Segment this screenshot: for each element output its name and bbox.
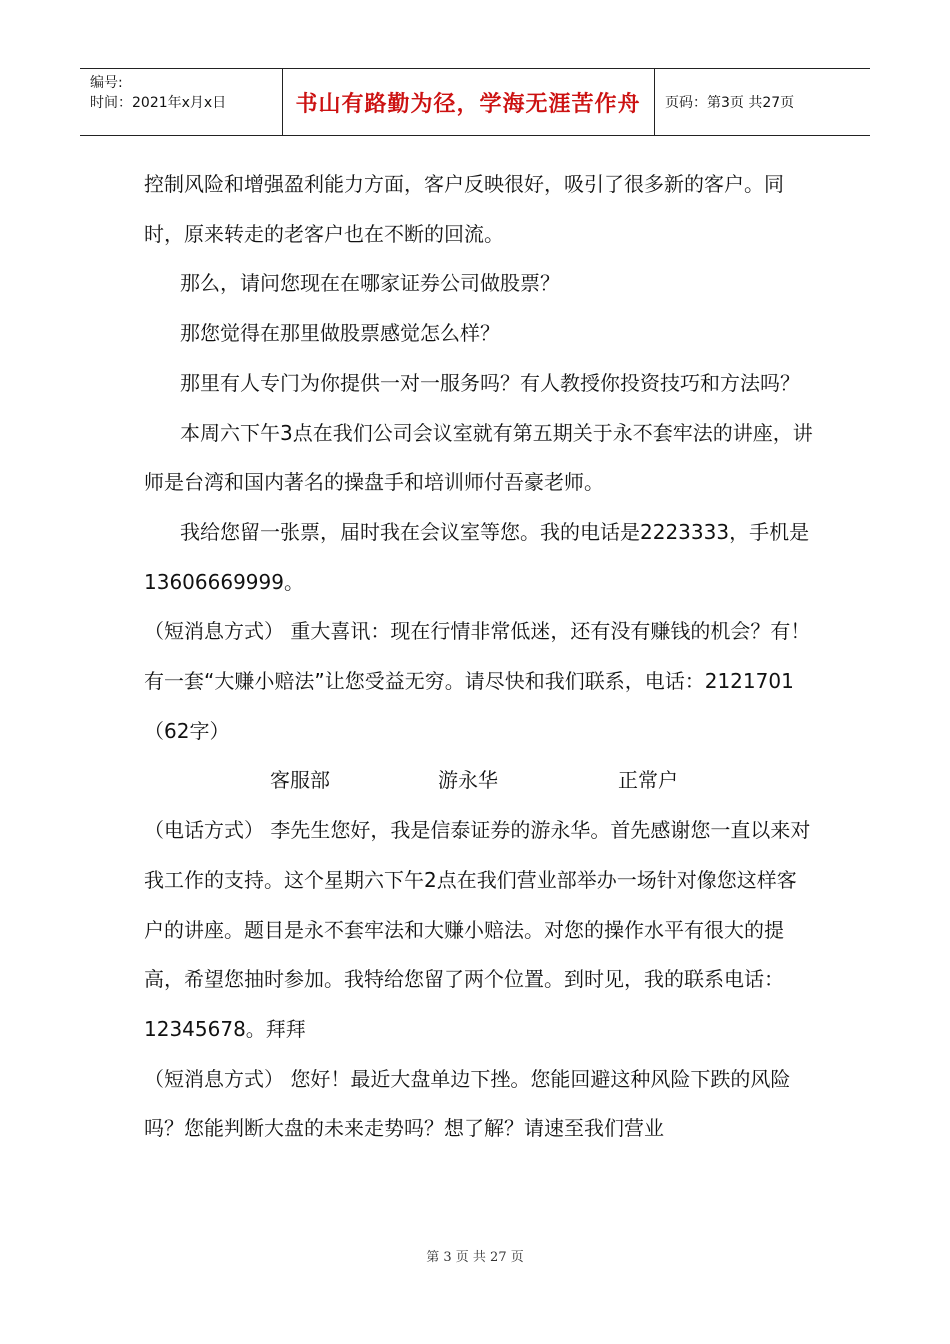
paragraph-sms-message: （短消息方式） 重大喜讯：现在行情非常低迷，还有没有赚钱的机会？有！有一套“大赚小赔法”让您受益无穷。请尽快和我们联系，电话：2121701 （62字）	[144, 619, 874, 743]
paragraph-question-service: 那里有人专门为你提供一对一服务吗？有人教授你投资技巧和方法吗？	[180, 370, 800, 395]
document-number-label: 编号:	[90, 75, 123, 91]
signature-department: 客服部	[270, 768, 330, 793]
paragraph-risk-control: 控制风险和增强盈利能力方面，客户反映很好，吸引了很多新的客户。同时，原来转走的老客户也在不断的回流。	[144, 172, 784, 246]
document-body	[144, 160, 874, 1154]
paragraph-question-broker: 那么，请问您现在在哪家证券公司做股票？	[180, 271, 560, 296]
signature-account-type: 正常户	[618, 768, 678, 793]
paragraph-phone-script: （电话方式） 李先生您好，我是信泰证券的游永华。首先感谢您一直以来对我工作的支持。这个星期六下午2点在我们营业部举办一场针对像您这样客户的讲座。题目是永不套牢法和大赚小赔法。对您的操作水平有很大的提高，希望您抽时参加。我特给您留了两个位置。到时见，我的联系电话：12345678。拜拜	[144, 818, 811, 1041]
header-meta	[90, 73, 226, 113]
page-footer: 第 3 页 共 27 页	[426, 1250, 524, 1265]
signature-line	[144, 756, 816, 806]
document-time-label: 时间：2021年x月x日	[90, 95, 227, 111]
signature-name: 游永华	[438, 768, 498, 793]
paragraph-question-feeling: 那您觉得在那里做股票感觉怎么样？	[180, 321, 500, 346]
paragraph-lecture-invite: 本周六下午3点在我们公司会议室就有第五期关于永不套牢法的讲座，讲师是台湾和国内著名的操盘手和培训师付吾豪老师。	[144, 420, 813, 495]
header-page-info: 页码：第3页 共27页	[665, 95, 795, 111]
paragraph-ticket-contact: 我给您留一张票，届时我在会议室等您。我的电话是2223333，手机是13606669999。	[144, 519, 810, 594]
header-motto: 书山有路勤为径，学海无涯苦作舟	[295, 91, 641, 117]
page-header	[80, 68, 870, 136]
header-divider-right	[654, 69, 655, 135]
paragraph-sms-message-2: （短消息方式） 您好！最近大盘单边下挫。您能回避这种风险下跌的风险吗？您能判断大盘的未来走势吗？想了解？请速至我们营业	[144, 1066, 791, 1141]
